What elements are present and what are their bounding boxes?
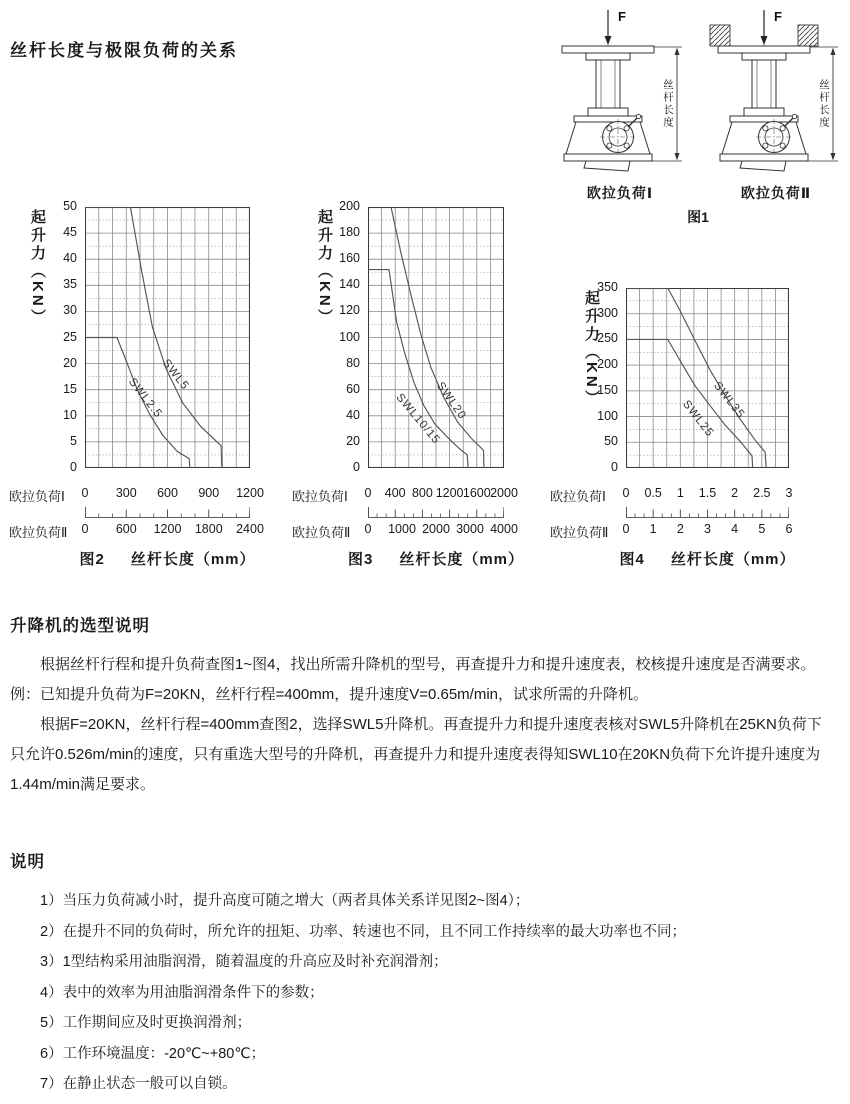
x-tick-label: 0 — [364, 522, 372, 536]
x-tick-label: 1200 — [236, 486, 264, 500]
x-tick-label: 2 — [676, 522, 684, 536]
y-tick-label: 15 — [63, 381, 77, 396]
x-tick-label: 3000 — [456, 522, 484, 536]
dim-label-screw-length: 丝杆长度 — [818, 79, 830, 129]
x-tick-label: 3 — [704, 522, 711, 536]
x-tick-label: 0 — [364, 486, 372, 500]
x-tick-label: 600 — [115, 522, 137, 536]
y-tick-label: 5 — [70, 433, 77, 448]
y-tick-label: 45 — [63, 225, 77, 240]
selection-heading: 升降机的选型说明 — [10, 617, 150, 635]
axis-row-euler-2 — [292, 522, 518, 540]
axis-row-euler-1 — [9, 486, 264, 504]
jack-drawing-icon — [548, 6, 692, 181]
y-tick-label: 300 — [597, 305, 618, 320]
curve-label-SWL2.5: SWL2.5 — [125, 376, 165, 421]
y-tick-label: 35 — [63, 277, 77, 292]
curve-label-SWL5: SWL5 — [159, 357, 191, 393]
jack-diagram-euler-load-2 — [704, 6, 848, 203]
ruler-scale — [85, 506, 250, 518]
axis-row-euler-2 — [9, 522, 264, 540]
x-tick-label: 0 — [81, 522, 89, 536]
x-tick-label: 1 — [649, 522, 657, 536]
y-tick-label: 350 — [597, 280, 618, 294]
note-item: 7）在静止状态一般可以自锁。 — [40, 1076, 237, 1092]
y-tick-label: 160 — [339, 251, 360, 266]
y-axis-title: 起升力（KN） — [29, 209, 46, 327]
note-item: 1）当压力负荷减小时，提升高度可随之增大（两者具体关系详见图2~图4）； — [40, 893, 530, 909]
axis-row-euler-1 — [292, 486, 518, 504]
axis-row-label: 欧拉负荷Ⅰ — [550, 489, 606, 504]
note-item: 2）在提升不同的负荷时，所允许的扭矩、功率、转速也不同，且不同工作持续率的最大功率也不同； — [40, 923, 687, 940]
plot-area — [85, 207, 250, 468]
curve-label-SWL20: SWL20 — [433, 380, 469, 423]
y-tick-label: 100 — [339, 329, 360, 344]
note-item: 4）表中的效率为用油脂润滑条件下的参数； — [40, 984, 324, 1001]
x-tick-label: 2 — [731, 486, 739, 500]
notes-section — [10, 848, 822, 1100]
jack-caption: 欧拉负荷Ⅱ — [740, 185, 812, 201]
selection-para3: 根据F=20KN，丝杆行程=400mm查图2，选择SWL5升降机。再查提升力和提升速度表核对SWL5升降机在25KN负荷下只允许0.526m/min的速度，只有重选大型号的升降机，再查提升力和提升速度表得知SWL10在20KN负荷下允许提升速度为1.44m/min满足要求。 — [10, 716, 822, 793]
force-label: F — [618, 9, 626, 24]
x-tick-label: 1200 — [435, 486, 464, 500]
chart-caption — [55, 548, 280, 569]
y-tick-label: 120 — [339, 303, 360, 318]
y-tick-label: 100 — [597, 408, 618, 423]
x-tick-label: 3 — [785, 486, 793, 500]
figure1-row — [548, 6, 848, 203]
y-tick-label: 20 — [63, 355, 77, 370]
x-tick-label: 0 — [622, 522, 630, 536]
note-item: 6）工作环境温度：-20℃~+80℃； — [40, 1045, 266, 1062]
y-tick-labels — [45, 199, 81, 474]
axis-row-label: 欧拉负荷Ⅱ — [292, 525, 351, 540]
y-tick-label: 80 — [346, 355, 360, 370]
figure1-jack-diagrams — [548, 6, 848, 227]
selection-para2: 例：已知提升负荷为F=20KN，丝杆行程=400mm，提升速度V=0.65m/min，试求所需的升降机。 — [10, 686, 649, 703]
axis-row-label: 欧拉负荷Ⅰ — [9, 489, 65, 504]
y-tick-label: 50 — [604, 434, 618, 449]
figure-number: 图4 — [619, 551, 645, 568]
jack-svg — [548, 6, 692, 176]
y-tick-label: 50 — [63, 199, 77, 213]
figure1-caption: 图1 — [687, 209, 709, 225]
x-tick-label: 1800 — [194, 522, 223, 536]
y-tick-label: 0 — [353, 460, 360, 474]
y-tick-label: 180 — [339, 225, 360, 240]
x-tick-label: 5 — [758, 522, 766, 536]
plot-area — [368, 207, 504, 468]
curve-label-SWL25: SWL25 — [679, 398, 716, 440]
chart-fig2 — [9, 199, 264, 578]
selection-section — [10, 612, 822, 800]
y-tick-labels — [328, 199, 364, 474]
y-tick-label: 140 — [339, 277, 360, 292]
x-tick-label: 1600 — [462, 486, 491, 500]
x-axis-title: 丝杆长度（mm） — [130, 551, 256, 568]
axis-row-label: 欧拉负荷Ⅱ — [9, 525, 68, 540]
x-tick-label: 0.5 — [644, 486, 662, 500]
y-tick-label: 0 — [70, 460, 77, 474]
x-tick-label: 2.5 — [753, 486, 771, 500]
x-tick-label: 2000 — [422, 522, 450, 536]
y-axis-title: 起升力（KN） — [583, 290, 600, 408]
notes-list — [10, 886, 822, 1100]
force-label: F — [774, 9, 782, 24]
y-tick-label: 250 — [597, 331, 618, 346]
y-tick-label: 200 — [597, 357, 618, 372]
curve-label-SWL10/15: SWL10/15 — [393, 391, 443, 447]
y-tick-label: 40 — [346, 407, 360, 422]
chart-caption — [596, 548, 819, 569]
axis-row-label: 欧拉负荷Ⅰ — [292, 489, 348, 504]
notes-heading: 说明 — [10, 853, 45, 871]
curve-SWL10/15 — [368, 270, 468, 468]
axis-row-euler-1 — [550, 486, 793, 504]
y-tick-label: 150 — [597, 382, 618, 397]
x-tick-label: 4 — [731, 522, 739, 536]
x-tick-label: 800 — [411, 486, 433, 500]
x-tick-label: 900 — [198, 486, 220, 500]
y-tick-label: 20 — [346, 433, 360, 448]
x-tick-label: 2400 — [236, 522, 264, 536]
curve-SWL2.5 — [85, 338, 190, 469]
x-tick-label: 0 — [81, 486, 89, 500]
curve-label-SWL35: SWL35 — [710, 379, 747, 421]
ruler-scale — [368, 506, 504, 518]
x-tick-label: 1000 — [388, 522, 416, 536]
note-item: 3）1型结构采用油脂润滑，随着温度的升高应及时补充润滑剂； — [40, 954, 448, 970]
dim-label-screw-length: 丝杆长度 — [662, 79, 674, 129]
axis-row-euler-2 — [550, 522, 793, 540]
y-tick-labels — [586, 280, 622, 474]
y-axis-title: 起升力（KN） — [316, 209, 333, 327]
figure-number: 图2 — [79, 551, 105, 568]
jack-svg — [704, 6, 848, 176]
x-tick-label: 1200 — [153, 522, 182, 536]
selection-para1: 根据丝杆行程和提升负荷查图1~图4，找出所需升降机的型号，再查提升力和提升速度表，校核提升速度是否满要求。 — [40, 656, 816, 673]
y-tick-label: 0 — [611, 460, 618, 474]
x-axis-title: 丝杆长度（mm） — [670, 551, 796, 568]
x-tick-label: 400 — [384, 486, 406, 500]
x-tick-label: 4000 — [490, 522, 518, 536]
x-tick-label: 2000 — [490, 486, 518, 500]
ruler-scale — [626, 506, 789, 518]
x-tick-label: 6 — [785, 522, 793, 536]
page-title: 丝杆长度与极限负荷的关系 — [10, 41, 238, 60]
chart-caption — [338, 548, 534, 569]
x-tick-label: 1.5 — [698, 486, 717, 500]
x-tick-label: 0 — [622, 486, 630, 500]
jack-diagram-euler-load-1 — [548, 6, 692, 203]
x-tick-label: 1 — [676, 486, 684, 500]
plot-area — [626, 288, 789, 468]
jack-caption: 欧拉负荷Ⅰ — [586, 185, 654, 201]
x-tick-label: 600 — [157, 486, 178, 500]
x-tick-label: 300 — [115, 486, 137, 500]
figure-number: 图3 — [347, 551, 374, 568]
chart-fig3 — [292, 199, 525, 578]
y-tick-label: 30 — [63, 303, 77, 318]
x-axis-title: 丝杆长度（mm） — [399, 551, 525, 568]
axis-row-label: 欧拉负荷Ⅱ — [550, 525, 609, 540]
y-tick-label: 60 — [346, 381, 360, 396]
y-tick-label: 200 — [339, 199, 360, 213]
note-item: 5）工作期间应及时更换润滑剂； — [40, 1015, 252, 1031]
y-tick-label: 40 — [63, 251, 77, 266]
jack-drawing-icon — [704, 6, 848, 181]
chart-fig4 — [550, 280, 796, 578]
y-tick-label: 10 — [63, 407, 77, 422]
y-tick-label: 25 — [63, 329, 77, 344]
